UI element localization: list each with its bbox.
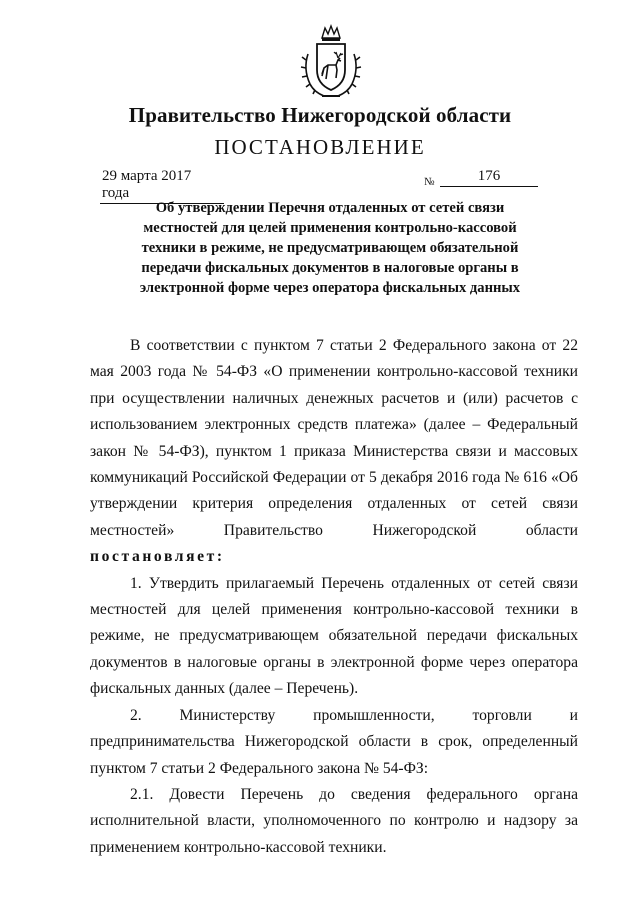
subject-line: электронной форме через оператора фискальных данных (139, 280, 521, 296)
document-subject (100, 198, 560, 298)
document-body (90, 333, 578, 861)
document-type: ПОСТАНОВЛЕНИЕ (214, 135, 426, 159)
preamble-text: В соответствии с пунктом 7 статьи 2 Федерального закона от 22 мая 2003 года № 54-ФЗ «О применении контрольно-кассовой техники при осуществлении наличных денежных расчетов и (или) расчетов с использованием электронных средств платежа» (далее – Федеральный закон № 54-ФЗ), пунктом 1 приказа Министерства связи и массовых коммуникаций Российской Федерации от 5 декабря 2016 года № 616 «Об утверждении критерия определения отдаленных от сетей связи местностей» Правительство Нижегородской области (90, 337, 578, 539)
subject-line: местностей для целей применения контрольно-кассовой (143, 220, 517, 236)
subject-line: техники в режиме, не предусматривающем обязательной (141, 240, 519, 256)
decree-word: постановляет: (90, 548, 225, 566)
document-number: 176 (440, 168, 538, 187)
preamble-paragraph (90, 333, 578, 571)
document-date: 29 марта 2017 года (100, 168, 224, 204)
number-label: № (424, 176, 435, 188)
item-2-paragraph: 2. Министерству промышленности, торговли и предпринимательства Нижегородской области в срок, определенный пунктом 7 статьи 2 Федерального закона № 54-ФЗ: (90, 706, 578, 777)
subject-line: Об утверждении Перечня отдаленных от сетей связи (155, 200, 505, 216)
subject-line: передачи фискальных документов в налоговые органы в (141, 260, 519, 276)
item-2-1-paragraph: 2.1. Довести Перечень до сведения федерального органа исполнительной власти, уполномоченного по контролю и надзору за применением контрольно-кассовой техники. (90, 785, 578, 856)
item-1-paragraph: 1. Утвердить прилагаемый Перечень отдаленных от сетей связи местностей для целей применения контрольно-кассовой техники в режиме, не предусматривающем обязательной передачи фискальных документов в налоговые органы в электронной форме через оператора фискальных данных (далее – Перечень). (90, 574, 578, 698)
coat-of-arms-icon (300, 24, 362, 100)
organization-title: Правительство Нижегородской области (128, 103, 512, 127)
